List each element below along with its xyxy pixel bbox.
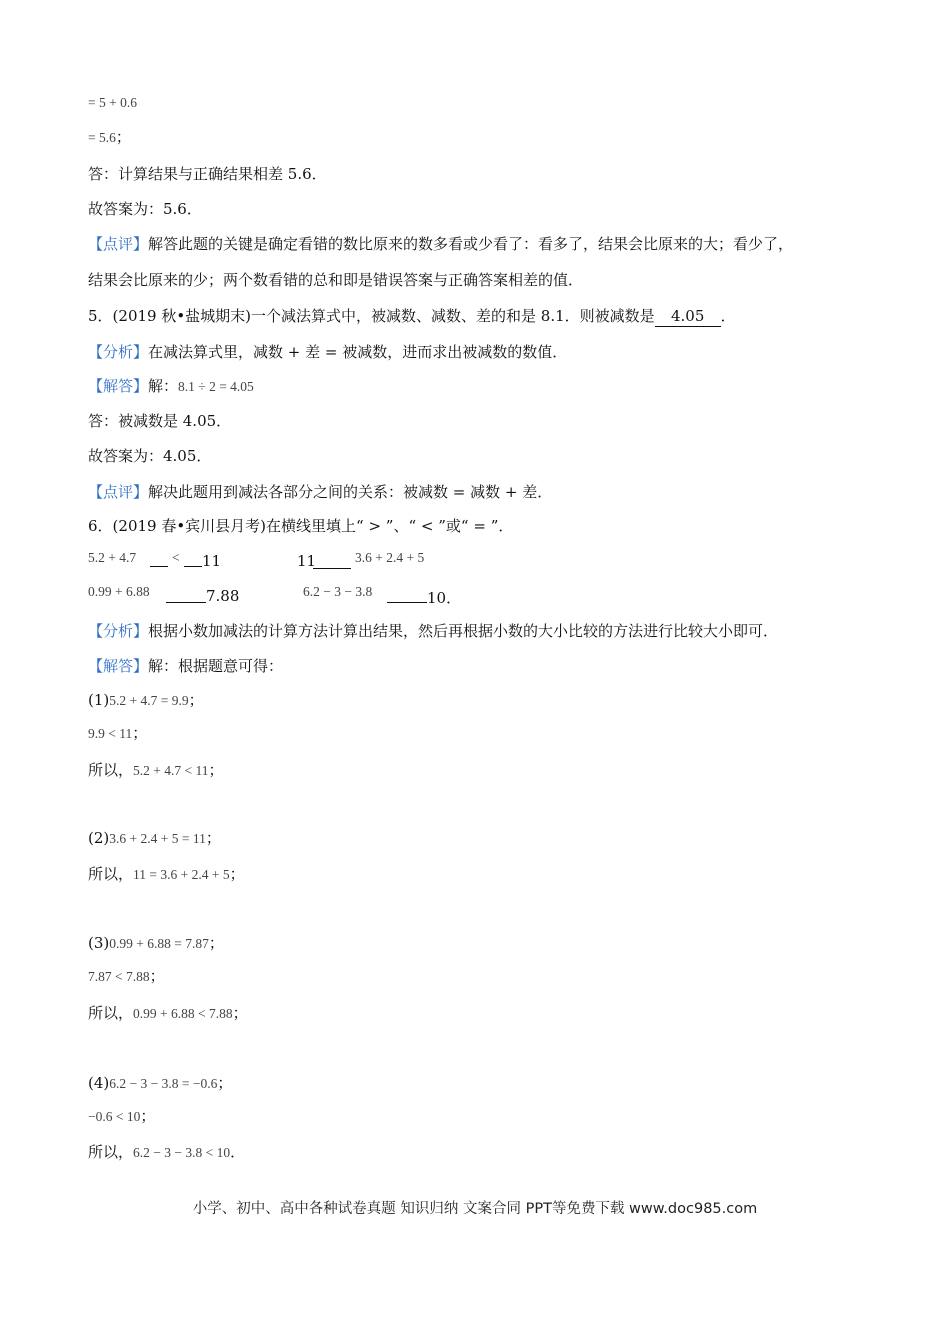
comment-paragraph-cont: 结果会比原来的少；两个数看错的总和即是错误答案与正确答案相差的值．: [88, 271, 584, 289]
math-line: = 5 + 0.6: [88, 95, 137, 110]
math-line: = 5.6；: [88, 128, 131, 146]
fill-blank: [150, 566, 168, 567]
part-4-compare: −0.6 < 10；: [88, 1107, 156, 1125]
analysis-paragraph: 【分析】在减法算式里，减数 + 差 = 被减数，进而求出被减数的数值．: [88, 343, 568, 361]
part-4-calc: (4)6.2 − 3 − 3.8 = −0.6；: [88, 1074, 233, 1092]
part-3-calc: (3)0.99 + 6.88 = 7.87；: [88, 934, 224, 952]
answer-text: 答：计算结果与正确结果相差 5.6．: [88, 165, 327, 183]
part-2-result: 所以，11 = 3.6 + 2.4 + 5；: [88, 865, 245, 883]
question-5: 5．(2019 秋•盐城期末)一个减法算式中，被减数、减数、差的和是 8.1．则被减数是 4.05 ．: [88, 307, 736, 325]
question-6: 6．(2019 春•宾川县月考)在横线里填上“ > ”、“ < ”或“ = ”．: [88, 517, 514, 535]
comparison-b: 11 3.6 + 2.4 + 5: [297, 550, 425, 570]
footer-text: 小学、初中、高中各种试卷真题 知识归纳 文案合同 PPT等免费下载 www.doc985.com: [192, 1201, 758, 1217]
answer-blank: 4.05: [655, 306, 721, 327]
part-3-compare: 7.87 < 7.88；: [88, 967, 165, 985]
comment-paragraph: 【点评】解答此题的关键是确定看错的数比原来的数多看或少看了：看多了，结果会比原来的大；看少了，: [88, 235, 794, 253]
comment-paragraph: 【点评】解决此题用到减法各部分之间的关系：被减数 = 减数 + 差．: [88, 483, 553, 501]
final-answer-text: 故答案为：5.6．: [88, 200, 202, 218]
comparison-a: 5.2 + 4.7 < 11: [88, 550, 222, 570]
answer-text: 答：被减数是 4.05．: [88, 412, 232, 430]
part-3-result: 所以，0.99 + 6.88 < 7.88；: [88, 1004, 248, 1022]
part-1-compare: 9.9 < 11；: [88, 724, 148, 742]
part-2-calc: (2)3.6 + 2.4 + 5 = 11；: [88, 829, 221, 847]
comparison-c: 0.99 + 6.88 7.88: [88, 584, 240, 605]
fill-blank: [166, 602, 206, 603]
part-4-result: 所以，6.2 − 3 − 3.8 < 10．: [88, 1143, 246, 1161]
final-answer-text: 故答案为：4.05．: [88, 447, 212, 465]
solution-paragraph: 【解答】解：根据题意可得：: [88, 657, 284, 675]
comparison-d: 6.2 − 3 − 3.8 10．: [303, 584, 462, 607]
fill-blank: [313, 568, 351, 569]
part-1-calc: (1)5.2 + 4.7 = 9.9；: [88, 691, 204, 709]
solution-paragraph: 【解答】解：8.1 ÷ 2 = 4.05: [88, 377, 254, 395]
fill-blank: [387, 602, 427, 603]
fill-blank: [184, 566, 202, 567]
part-1-result: 所以，5.2 + 4.7 < 11；: [88, 761, 224, 779]
analysis-paragraph: 【分析】根据小数加减法的计算方法计算出结果，然后再根据小数的大小比较的方法进行比较大小即可．: [88, 622, 779, 640]
